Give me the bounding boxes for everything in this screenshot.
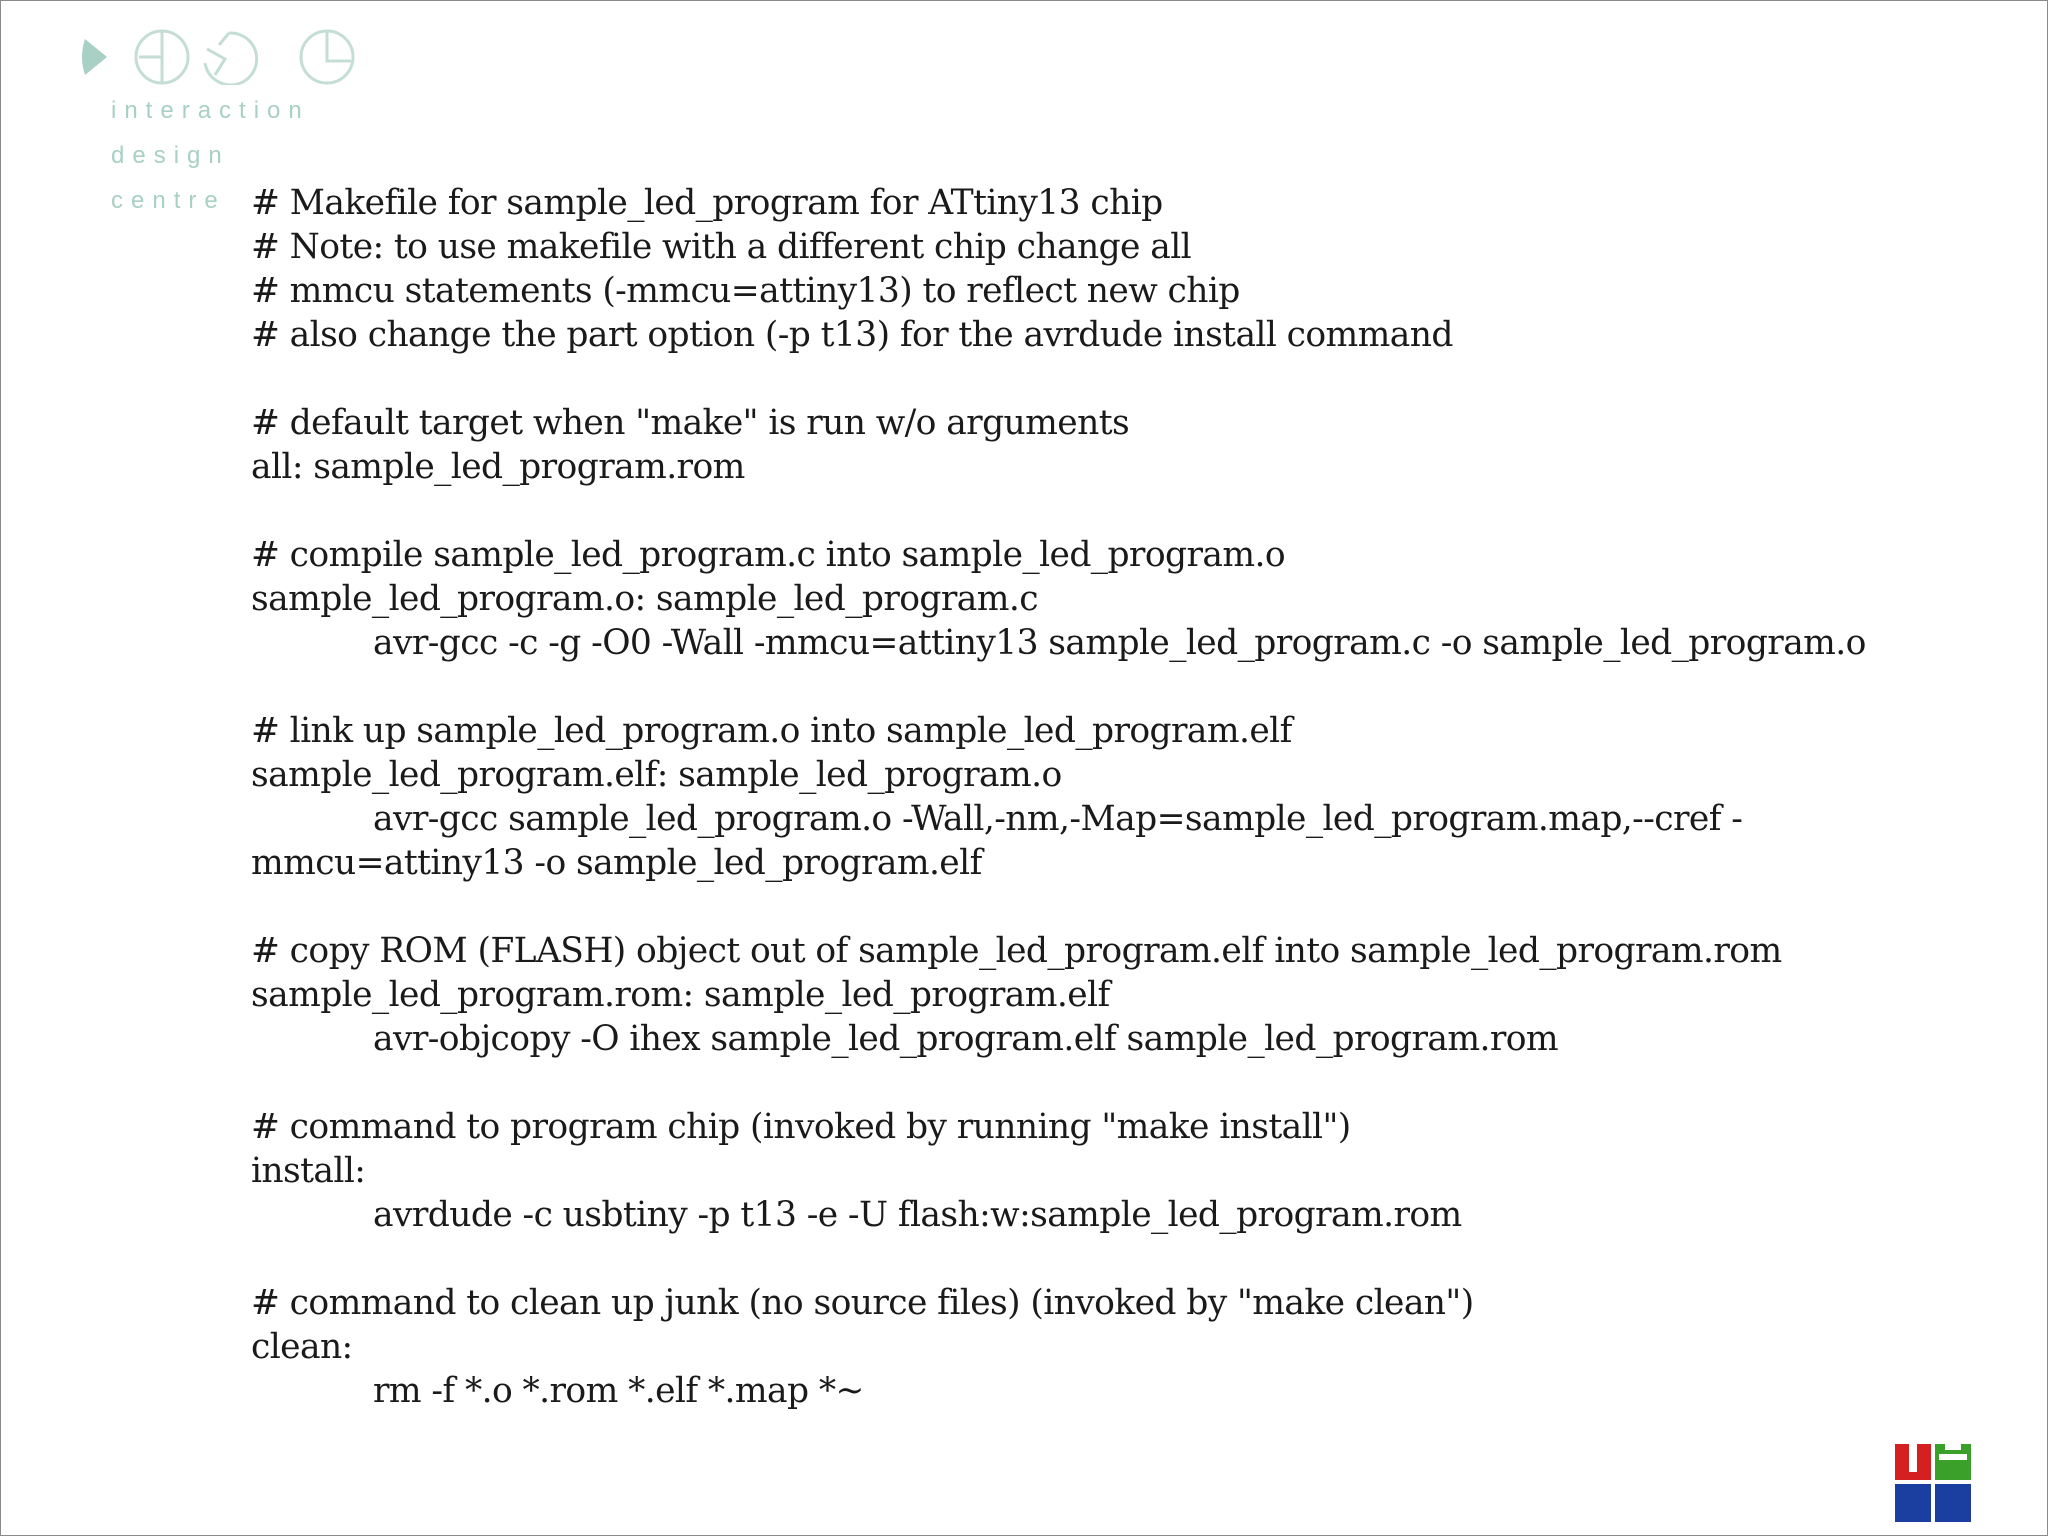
code-target-line: sample_led_program.o: sample_led_program.c bbox=[251, 579, 1038, 619]
code-command-line: rm -f *.o *.rom *.elf *.map *~ bbox=[373, 1371, 864, 1411]
code-target-line: sample_led_program.rom: sample_led_program.elf bbox=[251, 975, 1110, 1015]
makefile-code bbox=[251, 181, 2031, 1413]
code-command-continuation-line: mmcu=attiny13 -o sample_led_program.elf bbox=[251, 843, 982, 883]
code-command-line: avr-gcc -c -g -O0 -Wall -mmcu=attiny13 sample_led_program.c -o sample_led_program.o bbox=[373, 623, 1866, 663]
code-comment-line: # Makefile for sample_led_program for ATtiny13 chip bbox=[251, 183, 1163, 223]
logo-word-interaction: interaction bbox=[111, 97, 310, 124]
code-comment-line: # command to clean up junk (no source files) (invoked by "make clean") bbox=[251, 1283, 1474, 1323]
code-target-line: clean: bbox=[251, 1327, 353, 1367]
code-comment-line: # also change the part option (-p t13) for the avrdude install command bbox=[251, 315, 1453, 355]
logo-shapes-icon bbox=[79, 25, 379, 85]
code-comment-line: # link up sample_led_program.o into sample_led_program.elf bbox=[251, 711, 1292, 751]
code-comment-line: # compile sample_led_program.c into sample_led_program.o bbox=[251, 535, 1285, 575]
code-target-line: all: sample_led_program.rom bbox=[251, 447, 745, 487]
code-target-line: install: bbox=[251, 1151, 366, 1191]
code-command-line: avrdude -c usbtiny -p t13 -e -U flash:w:sample_led_program.rom bbox=[373, 1195, 1462, 1235]
split-circle-icon bbox=[136, 31, 188, 83]
code-comment-line: # Note: to use makefile with a different chip change all bbox=[251, 227, 1192, 267]
code-command-line: avr-objcopy -O ihex sample_led_program.elf sample_led_program.rom bbox=[373, 1019, 1559, 1059]
code-comment-line: # command to program chip (invoked by running "make install") bbox=[251, 1107, 1351, 1147]
code-target-line: sample_led_program.elf: sample_led_program.o bbox=[251, 755, 1062, 795]
logo-word-centre: centre bbox=[111, 187, 226, 214]
logo-word-design: design bbox=[111, 142, 230, 169]
code-comment-line: # default target when "make" is run w/o arguments bbox=[251, 403, 1130, 443]
code-comment-line: # mmcu statements (-mmcu=attiny13) to reflect new chip bbox=[251, 271, 1240, 311]
leaf-icon bbox=[82, 39, 107, 75]
university-logo-icon bbox=[1895, 1444, 1975, 1524]
pie-circle-icon bbox=[301, 31, 353, 83]
code-command-line: avr-gcc sample_led_program.o -Wall,-nm,-Map=sample_led_program.map,--cref - bbox=[373, 799, 1743, 839]
broken-circle-icon bbox=[205, 33, 257, 85]
code-comment-line: # copy ROM (FLASH) object out of sample_led_program.elf into sample_led_program.rom bbox=[251, 931, 1782, 971]
